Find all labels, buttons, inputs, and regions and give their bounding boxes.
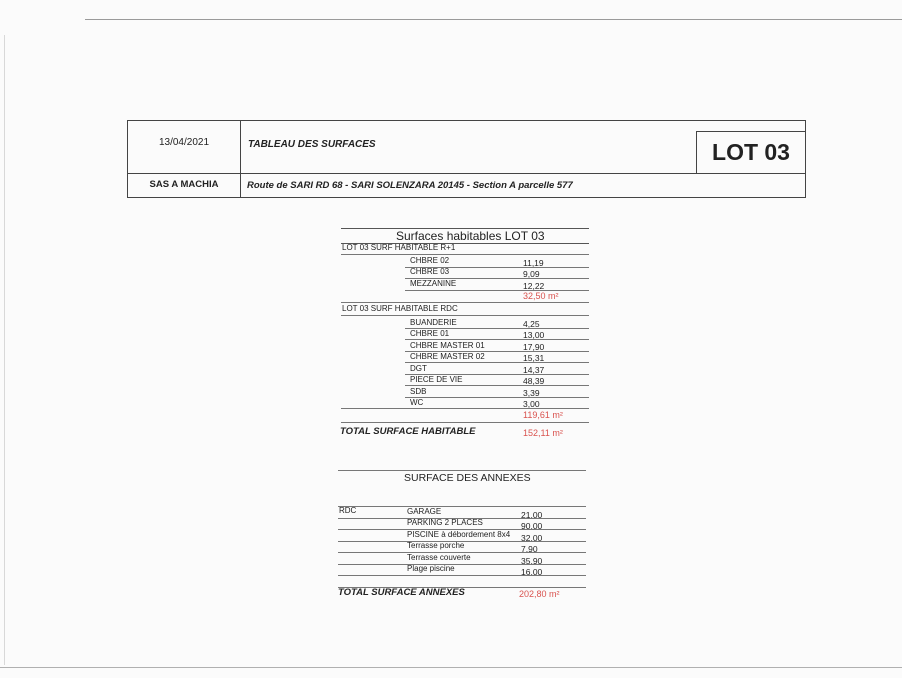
room-area: 14,37 xyxy=(523,365,545,375)
subtotal-r1: 32,50 m² xyxy=(523,291,559,301)
room-area: 12,22 xyxy=(523,281,545,291)
room-area: 17,90 xyxy=(523,342,545,352)
table-rule xyxy=(341,254,589,255)
header-table xyxy=(127,120,806,198)
subtotal-rdc: 119,61 m² xyxy=(523,410,563,420)
annexes-title: SURFACE DES ANNEXES xyxy=(404,472,531,484)
table-rule xyxy=(405,385,589,386)
total-habitable-value: 152,11 m² xyxy=(523,428,563,438)
annex-name: Terrasse porche xyxy=(407,541,465,550)
annex-name: GARAGE xyxy=(407,507,442,516)
room-area: 13,00 xyxy=(523,330,545,340)
annex-area: 7,90 xyxy=(521,544,538,554)
document-title: TABLEAU DES SURFACES xyxy=(248,139,376,150)
header-divider xyxy=(240,121,241,197)
room-name: WC xyxy=(410,398,424,407)
room-name: CHBRE MASTER 01 xyxy=(410,341,485,350)
table-rule xyxy=(405,397,589,398)
room-name: SDB xyxy=(410,387,427,396)
page-edge-bottom xyxy=(0,667,902,668)
site-address: Route de SARI RD 68 - SARI SOLENZARA 20145 - Section A parcelle 577 xyxy=(247,180,573,191)
room-name: DGT xyxy=(410,364,427,373)
room-area: 48,39 xyxy=(523,376,545,386)
habitable-title: Surfaces habitables LOT 03 xyxy=(396,229,545,243)
table-rule xyxy=(341,422,589,423)
annex-area: 35,90 xyxy=(521,556,543,566)
table-rule xyxy=(405,339,589,340)
table-rule xyxy=(341,302,589,303)
room-name: CHBRE 03 xyxy=(410,267,450,276)
page-edge-top xyxy=(85,19,902,20)
room-area: 4,25 xyxy=(523,319,540,329)
page-edge-left xyxy=(4,35,5,665)
document-date: 13/04/2021 xyxy=(158,137,210,148)
room-area: 3,00 xyxy=(523,399,540,409)
room-name: CHBRE MASTER 02 xyxy=(410,352,485,361)
annex-name: PARKING 2 PLACES xyxy=(407,518,483,527)
lot-number: LOT 03 xyxy=(712,139,790,165)
annex-name: PISCINE à débordement 8x4 xyxy=(407,530,511,539)
table-rule xyxy=(338,506,586,507)
table-rule xyxy=(338,564,586,565)
annex-name: Plage piscine xyxy=(407,564,455,573)
total-annexes-label: TOTAL SURFACE ANNEXES xyxy=(338,587,465,598)
table-rule xyxy=(338,470,586,471)
table-rule xyxy=(341,408,589,409)
total-habitable-label: TOTAL SURFACE HABITABLE xyxy=(340,426,476,437)
room-area: 3,39 xyxy=(523,388,540,398)
annex-area: 16,00 xyxy=(521,567,543,577)
total-annexes-value: 202,80 m² xyxy=(519,589,560,599)
annex-name: Terrasse couverte xyxy=(407,553,471,562)
room-name: MEZZANINE xyxy=(410,279,457,288)
room-name: BUANDERIE xyxy=(410,318,457,327)
room-name: CHBRE 02 xyxy=(410,256,450,265)
lot-box xyxy=(696,131,805,174)
room-area: 9,09 xyxy=(523,269,540,279)
annex-area: 90,00 xyxy=(521,521,543,531)
room-area: 11,19 xyxy=(523,258,544,268)
annex-area: 32,00 xyxy=(521,533,543,543)
table-rule xyxy=(405,290,589,291)
room-name: CHBRE 01 xyxy=(410,329,450,338)
table-rule xyxy=(341,315,589,316)
company-name: SAS A MACHIA xyxy=(149,179,219,190)
room-name: PIECE DE VIE xyxy=(410,375,463,384)
table-rule xyxy=(405,362,589,363)
table-rule xyxy=(338,575,586,576)
group-label-r1: LOT 03 SURF HABITABLE R+1 xyxy=(342,243,456,252)
table-rule xyxy=(341,228,589,229)
annex-area: 21,00 xyxy=(521,510,543,520)
group-label-rdc: LOT 03 SURF HABITABLE RDC xyxy=(342,304,458,313)
room-area: 15,31 xyxy=(523,353,545,363)
group-label-annexes: RDC xyxy=(339,506,357,515)
